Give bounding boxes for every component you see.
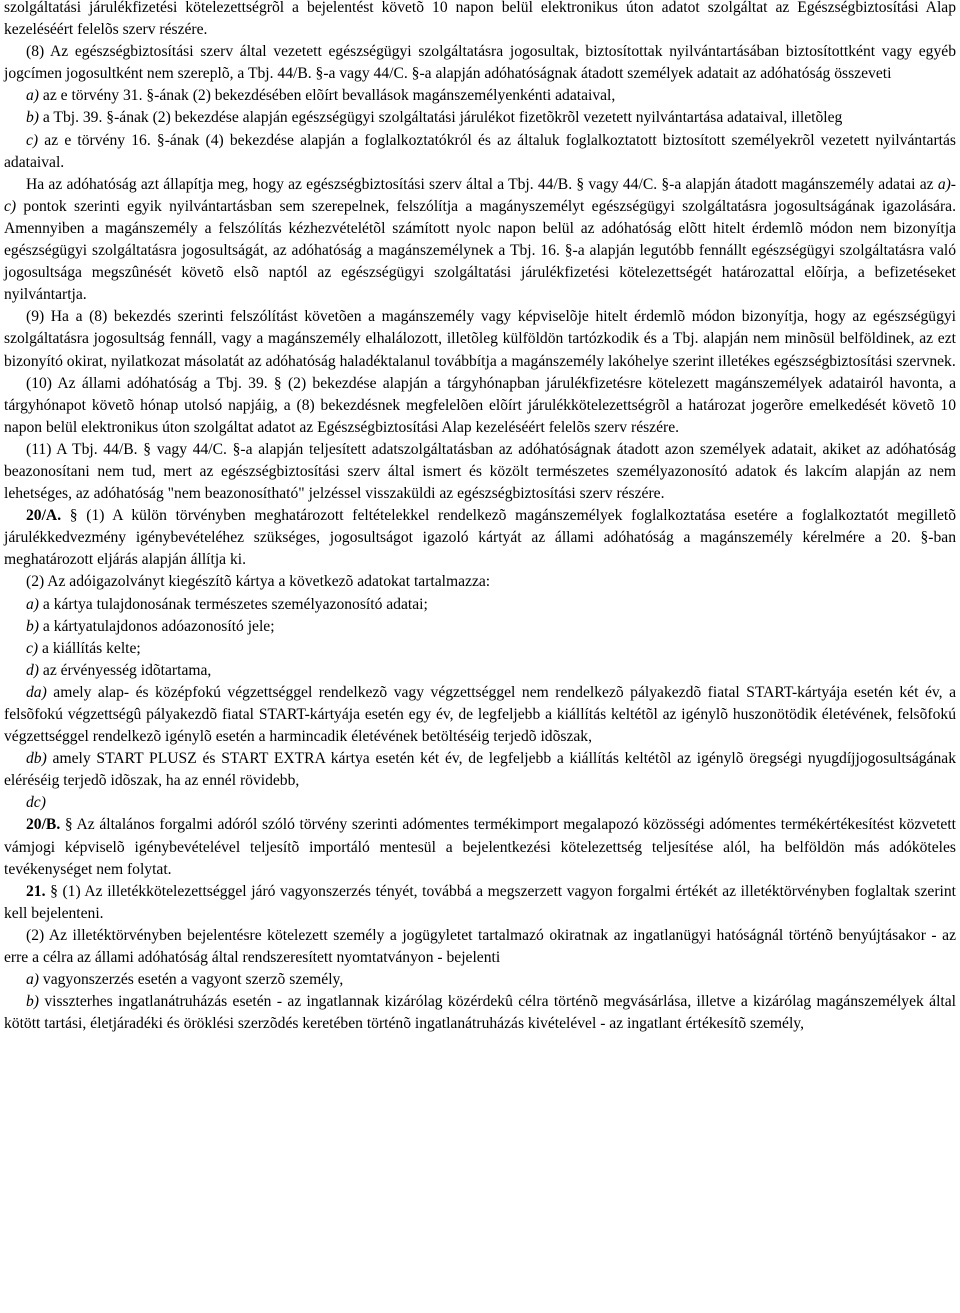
subpoint-da (4, 682, 956, 748)
point-c (4, 638, 956, 660)
point-marker: a) (26, 971, 39, 989)
text-run: az érvényesség idõtartama, (39, 661, 212, 679)
section-21 (4, 881, 956, 925)
point-marker: db) (26, 750, 47, 768)
point-marker: b) (26, 993, 39, 1011)
text-run: § (1) A külön törvényben meghatározott feltételekkel rendelkezõ magánszemélyek foglalkoztatása esetére a foglalkoztatót megilletõ járulékkedvezmény igénybevételéhez szükséges, jogosultságot igazoló kártyát az állami adóhatóság a magánszemély kérelmére a 20. §-ban meghatározott eljárás alapján állítja ki. (4, 507, 956, 569)
point-a (4, 969, 956, 991)
text-run: a kártya tulajdonosának természetes személyazonosító adatai; (39, 595, 428, 613)
paragraph-2 (4, 571, 956, 593)
point-a (4, 594, 956, 616)
paragraph-2 (4, 925, 956, 969)
point-c (4, 130, 956, 174)
paragraph-10 (4, 373, 956, 439)
text-run: amely alap- és középfokú végzettséggel rendelkezõ vagy végzettséggel nem rendelkezõ pályakezdõ fiatal START-kártyája esetén két év, a felsõfokú végzettségû pályakezdõ fiatal START-kártyája esetén egy év, de legfeljebb a kiállítás keltétõl az igénylõ huszonötödik életévének, felsõfokú végzettséggel rendelkezõ igénylõ esetén a harmincadik életévének betöltéséig terjedõ idõszak, (4, 683, 956, 746)
point-a (4, 85, 956, 107)
section-number: 21. (26, 882, 46, 900)
point-marker: c) (26, 639, 39, 657)
text-run: (11) A Tbj. 44/B. § vagy 44/C. §-a alapján teljesített adatszolgáltatásban az adóhatóságnak átadott azon személyek adatait, akiket az adóhatóság beazonosítani nem tud, mert az egészségbiztosítási szerv által ismert és közölt természetes személyazonosító adatok és lakcím alapján az nem lehetséges, az adóhatóság "nem beazonosítható" jelzéssel visszaküldi az egészségbiztosítási szerv részére. (4, 440, 956, 503)
section-20b (4, 814, 956, 880)
text-run: a Tbj. 39. §-ának (2) bekezdése alapján egészségügyi szolgáltatási járulékot fizetõkrõl vezetett nyilvántartása adataival, illetõleg (39, 109, 843, 127)
text-run: (2) Az illetéktörvényben bejelentésre kötelezett személy a jogügyletet tartalmazó okiratnak az ingatlanügyi hatóságnál történõ benyújtásakor - az erre a célra az állami adóhatóság által rendszeresített nyomtatványon - bejelenti (4, 926, 956, 967)
text-run: a kiállítás kelte; (38, 639, 141, 657)
paragraph-11 (4, 439, 956, 505)
subpoint-db (4, 748, 956, 792)
text-run: amely START PLUSZ és START EXTRA kártya esetén két év, de legfeljebb a kiállítás keltétõl az igénylõ öregségi nyugdíjjogosultságának eléréséig terjedõ idõszak, ha az ennél rövidebb, (4, 750, 956, 790)
section-20a (4, 505, 956, 571)
text-run: (2) Az adóigazolványt kiegészítõ kártya a következõ adatokat tartalmazza: (26, 573, 491, 591)
text-run: az e törvény 31. §-ának (2) bekezdésében elõírt bevallások magánszemélyenkénti adataival, (39, 87, 616, 105)
point-marker: dc) (26, 794, 46, 812)
point-marker: da) (26, 683, 47, 701)
point-d (4, 660, 956, 682)
point-b (4, 107, 956, 129)
text-run: (10) Az állami adóhatóság a Tbj. 39. § (2) bekezdése alapján a tárgyhónapban járulékfizetésre kötelezett magánszemélyek adatairól havonta, a tárgyhónapot követõ hónap utolsó napjáig, a (8) bekezdésnek megfelelõen elõírt járulékkötelezettségrõl a határozat jogerõre emelkedését követõ 10 napon belül elektronikus úton szolgáltat adatot az Egészségbiztosítási Alap kezeléséért felelõs szerv részére. (4, 374, 956, 436)
paragraph-continuation (4, 0, 956, 41)
point-marker: b) (26, 109, 39, 127)
text-run: vagyonszerzés esetén a vagyont szerzõ személy, (39, 971, 344, 989)
text-run: szolgáltatási járulékfizetési kötelezettségrõl a bejelentést követõ 10 napon belül elektronikus úton adatot szolgáltat az Egészségbiztosítási Alap kezeléséért felelõs szerv részére. (4, 0, 956, 39)
text-run: (9) Ha a (8) bekezdés szerinti felszólítást követõen a magánszemély vagy képviselõje hitelt érdemlõ módon bizonyítja, hogy az egészségügyi szolgáltatásra jogosultság fennáll, vagy a magánszemély elhalálozott, illetõleg külföldön tartózkodik és a Tbj. alapján nem minõsül belföldinek, az ezt bizonyító okirat, nyilatkozat másolatát az adóhatóság haladéktalanul továbbítja a magánszemély lakóhelye szerint illetékes egészségbiztosítási szervnek. (4, 308, 956, 370)
point-marker: a) (26, 87, 39, 105)
paragraph-9 (4, 306, 956, 372)
point-reference: a)-c) (4, 175, 956, 215)
point-marker: b) (26, 617, 39, 635)
point-b (4, 991, 956, 1035)
point-marker: d) (26, 661, 39, 679)
point-marker: a) (26, 595, 39, 613)
point-marker: c) (26, 131, 39, 149)
text-run: Ha az adóhatóság azt állapítja meg, hogy az egészségbiztosítási szerv által a Tbj. 44/B. § vagy 44/C. §-a alapján átadott magánszemély adatai az (26, 175, 938, 193)
section-number: 20/B. (26, 816, 61, 834)
paragraph-8 (4, 41, 956, 85)
text-run: § Az általános forgalmi adóról szóló törvény szerinti adómentes termékimport megalapozó közösségi adómentes termékértékesítést közvetett vámjogi képviselõ igénybevételével teljesítõ importáló mentesül a bejelentkezési kötelezettség teljesítése alól, ha belföldön más adóköteles tevékenységet nem folytat. (4, 816, 956, 878)
text-run: a kártyatulajdonos adóazonosító jele; (39, 617, 275, 635)
section-number: 20/A. (26, 507, 62, 525)
text-run: az e törvény 16. §-ának (4) bekezdése alapján a foglalkoztatókról és az általuk foglalkoztatott biztosított személyekrõl vezetett nyilvántartás adataival. (4, 131, 956, 171)
subpoint-dc (4, 792, 956, 814)
point-b (4, 616, 956, 638)
text-run: § (1) Az illetékkötelezettséggel járó vagyonszerzés tényét, továbbá a megszerzett vagyon forgalmi értékét az illetéktörvényben foglaltak szerint kell bejelenteni. (4, 882, 956, 922)
paragraph-8-continued (4, 174, 956, 307)
text-run: (8) Az egészségbiztosítási szerv által vezetett egészségügyi szolgáltatásra jogosultak, biztosítottak nyilvántartásában biztosítottként vagy egyéb jogcímen jogosultként nem szereplõ, a Tbj. 44/B. §-a vagy 44/C. §-a alapján adóhatóságnak átadott személyek adatait az adóhatóság összeveti (4, 43, 956, 83)
text-run: pontok szerinti egyik nyilvántartásban sem szerepelnek, felszólítja a magányszemélyt egészségügyi szolgáltatásra jogosultságának igazolására. Amennyiben a magánszemély a felszólítás kézhezvételétõl számított nyolc napon belül az adóhatóság elõtt hitelt érdemlõ módon nem bizonyítja egészségügyi szolgáltatásra jogosultságát, az adóhatóság a magánszemélynek a Tbj. 16. §-a alapján legutóbb fennállt egészségügyi szolgáltatásra való jogosultsága megszûnését követõ elsõ naptól az egészségügyi szolgáltatási járulékfizetési kötelezettségét határozattal elõírja, a befizetéseket nyilvántartja. (4, 197, 956, 304)
text-run: visszterhes ingatlanátruházás esetén - az ingatlannak kizárólag közérdekû célra történõ megvásárlása, illetve a kizárólag magánszemélyek által kötött tartási, életjáradéki és öröklési szerzõdés keretében történõ ingatlanátruházás kivételével - az ingatlant értékesítõ személy, (4, 993, 956, 1033)
